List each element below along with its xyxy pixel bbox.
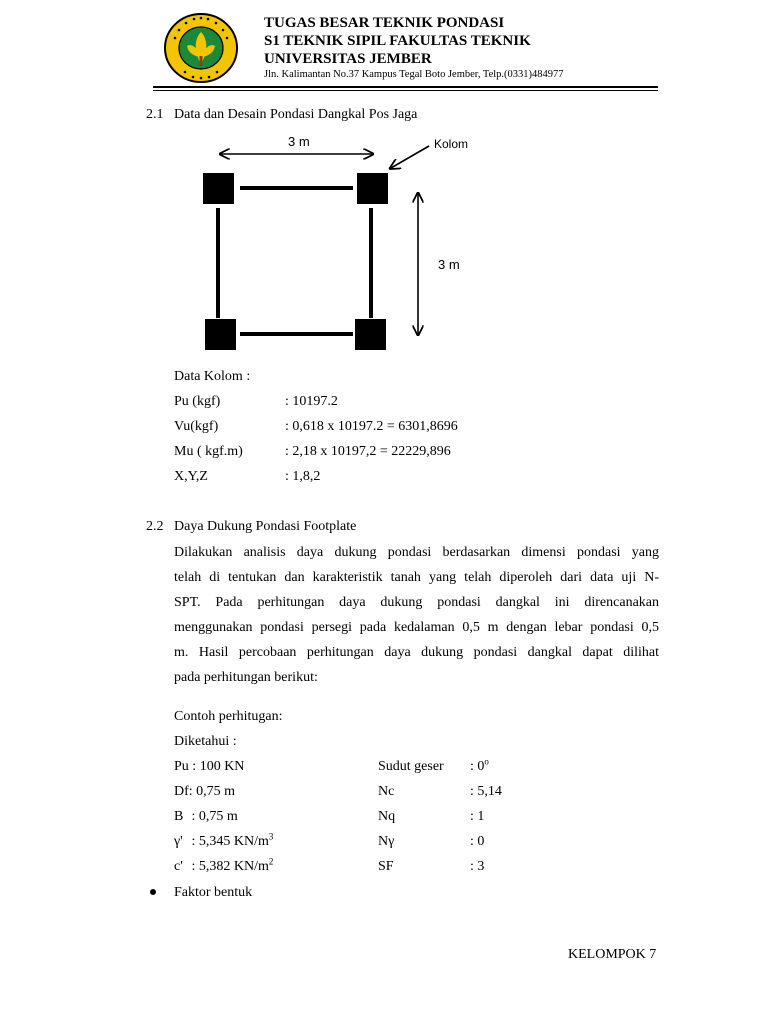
param-value: : 3	[470, 859, 485, 874]
param-label: B	[174, 809, 184, 824]
column-callout-label: Kolom	[434, 137, 469, 151]
unit-superscript: 3	[268, 831, 274, 842]
header-rule-thin	[153, 90, 658, 91]
param-label: c'	[174, 859, 183, 874]
paragraph-line-last: pada perhitungan berikut:	[174, 670, 318, 685]
param-value: : 0	[470, 834, 485, 849]
section-title: Daya Dukung Pondasi Footplate	[174, 519, 357, 534]
known-heading: Diketahui :	[174, 734, 237, 749]
column-bottom-right	[355, 319, 386, 350]
param-label: Pu	[174, 759, 189, 774]
section-number: 2.2	[146, 519, 164, 534]
data-row-value: : 10197.2	[285, 394, 338, 409]
paragraph-line: SPT. Pada perhitungan daya dukung pondasi dangkal ini direncanakan	[174, 595, 659, 610]
data-row-label: Mu ( kgf.m)	[174, 444, 243, 459]
header-address: Jln. Kalimantan No.37 Kampus Tegal Boto Jember, Telp.(0331)484977	[264, 69, 564, 80]
paragraph-line: menggunakan pondasi persegi pada kedalaman 0,5 m dengan lebar pondasi 0,5	[174, 620, 659, 635]
bullet-item: Faktor bentuk	[174, 885, 253, 900]
data-row-value: : 2,18 x 10197,2 = 22229,896	[285, 444, 451, 459]
param-sep: :	[191, 834, 196, 849]
param-value: 100 KN	[199, 759, 245, 774]
param-label: Df	[174, 784, 189, 799]
param-value: 0,75 m	[198, 809, 238, 824]
param-label: Nq	[378, 809, 396, 824]
param-sep: :	[191, 859, 196, 874]
param-row	[174, 759, 244, 775]
header-title-line2: S1 TEKNIK SIPIL FAKULTAS TEKNIK	[264, 33, 531, 49]
data-kolom-heading: Data Kolom :	[174, 369, 251, 384]
university-logo	[163, 12, 239, 84]
column-layout-diagram	[195, 130, 485, 360]
top-dimension-label: 3 m	[288, 134, 310, 149]
example-heading: Contoh perhitugan:	[174, 709, 283, 724]
section-number: 2.1	[146, 107, 164, 122]
unit-superscript: 2	[268, 856, 274, 867]
paragraph-line: Dilakukan analisis daya dukung pondasi berdasarkan dimensi pondasi yang	[174, 545, 659, 560]
param-row	[174, 784, 235, 800]
param-sep: :	[191, 809, 196, 824]
section-title: Data dan Desain Pondasi Dangkal Pos Jaga	[174, 107, 418, 122]
paragraph-line: m. Hasil percobaan perhitungan daya dukung pondasi dangkal dapat dilihat	[174, 645, 659, 660]
param-value: : 5,14	[470, 784, 502, 799]
column-callout-arrow	[391, 146, 429, 168]
param-label: Nc	[378, 784, 395, 799]
data-row-label: X,Y,Z	[174, 469, 208, 484]
param-label: SF	[378, 859, 394, 874]
bullet-icon	[150, 889, 156, 895]
footer-group: KELOMPOK 7	[568, 947, 657, 962]
param-value: : 0$^o$	[470, 756, 489, 774]
side-dimension-label: 3 m	[438, 257, 460, 272]
param-label: γ'	[174, 834, 183, 849]
param-sep: :	[188, 784, 193, 799]
param-row	[174, 831, 274, 850]
param-value: 5,345 KN/m	[198, 834, 269, 849]
param-row	[174, 809, 238, 825]
column-bottom-left	[205, 319, 236, 350]
param-label: Sudut geser	[378, 759, 444, 774]
degree-superscript: o	[484, 756, 489, 767]
column-top-left	[203, 173, 234, 204]
data-row-value: : 1,8,2	[285, 469, 321, 484]
param-value: 0,75 m	[196, 784, 236, 799]
param-value: : 1	[470, 809, 485, 824]
data-row-label: Pu (kgf)	[174, 394, 221, 409]
paragraph-line: telah di tentukan dan karakteristik tanah yang telah diperoleh dari data uji N-	[174, 570, 659, 585]
param-sep: :	[192, 759, 197, 774]
header-title-line3: UNIVERSITAS JEMBER	[264, 51, 432, 67]
header-title-line1: TUGAS BESAR TEKNIK PONDASI	[264, 15, 505, 31]
data-row-label: Vu(kgf)	[174, 419, 219, 434]
param-row	[174, 856, 274, 875]
column-top-right	[357, 173, 388, 204]
param-label: Nγ	[378, 834, 395, 849]
param-value: 5,382 KN/m	[198, 859, 269, 874]
header-rule-thick	[153, 86, 658, 88]
data-row-value: : 0,618 x 10197.2 = 6301,8696	[285, 419, 458, 434]
